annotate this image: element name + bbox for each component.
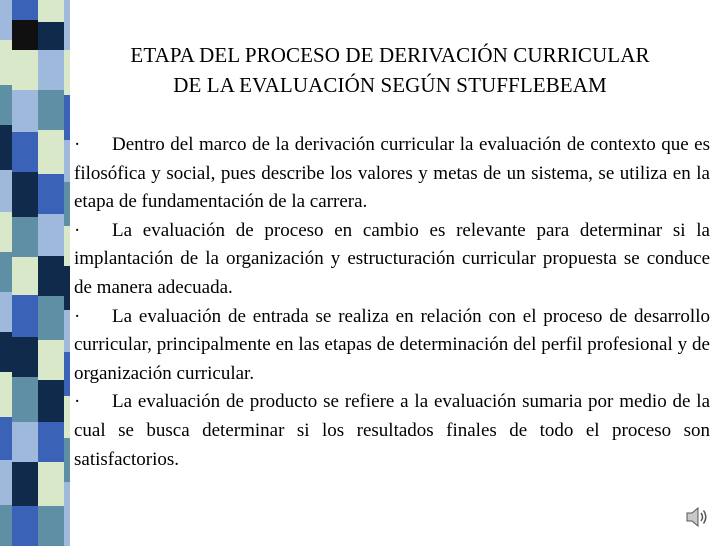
strip-tile [12,172,38,217]
strip-tile [64,438,70,482]
paragraph-text: La evaluación de entrada se realiza en relación con el proceso de desarrollo curricular, principalmente en las etapas de determinación del perfil profesional y de organización curricular. [74,305,710,384]
strip-tile [64,482,70,546]
strip-tile [38,50,64,90]
bullet-marker: · [74,391,81,413]
strip-column [12,0,38,546]
bullet-marker: · [74,305,81,327]
title-line-1: ETAPA DEL PROCESO DE DERIVACIÓN CURRICULAR [130,43,650,67]
title-line-2: DE LA EVALUACIÓN SEGÚN STUFFLEBEAM [173,73,607,97]
strip-tile [64,396,70,438]
strip-tile [0,505,12,546]
slide-title [80,40,700,100]
strip-tile [64,182,70,226]
strip-tile [12,20,38,50]
strip-tile [12,422,38,462]
strip-tile [12,50,38,90]
strip-tile [38,22,64,50]
strip-tile [0,40,12,85]
strip-tile [12,462,38,506]
strip-tile [38,214,64,256]
strip-tile [64,310,70,352]
slide-body [74,131,710,474]
strip-tile [38,380,64,422]
strip-tile [0,460,12,505]
strip-tile [38,506,64,546]
strip-tile [38,296,64,340]
paragraph-contexto [74,131,710,217]
strip-tile [12,377,38,422]
bullet-marker: · [74,219,81,241]
paragraph-entrada [74,303,710,389]
speaker-icon[interactable] [685,505,711,529]
strip-tile [64,226,70,266]
strip-column [38,0,64,546]
strip-tile [38,174,64,214]
strip-tile [12,0,38,20]
strip-tile [0,332,12,372]
strip-tile [0,252,12,292]
strip-tile [64,266,70,310]
paragraph-proceso [74,217,710,303]
strip-column [64,0,70,546]
strip-tile [0,125,12,170]
strip-column [0,0,12,546]
strip-tile [12,257,38,295]
strip-tile [12,90,38,132]
strip-tile [38,90,64,130]
paragraph-producto [74,388,710,474]
strip-tile [38,462,64,506]
strip-tile [64,95,70,140]
speaker-icon-graphic [685,505,711,529]
decorative-pattern-strip [0,0,70,546]
paragraph-text: Dentro del marco de la derivación curricular la evaluación de contexto que es filosófica y social, pues describe los valores y metas de un sistema, se utiliza en la etapa de fundamentación de la carrera. [74,134,710,213]
strip-tile [38,0,64,22]
strip-tile [64,50,70,95]
strip-tile [12,295,38,337]
strip-tile [0,212,12,252]
strip-tile [64,140,70,182]
strip-tile [38,340,64,380]
strip-tile [0,372,12,417]
strip-tile [12,132,38,172]
strip-tile [12,506,38,546]
strip-tile [0,85,12,125]
paragraph-text: La evaluación de producto se refiere a la evaluación sumaria por medio de la cual se busca determinar si los resultados finales de todo el proceso son satisfactorios. [74,391,710,470]
strip-tile [38,256,64,296]
strip-tile [64,0,70,50]
strip-tile [12,217,38,257]
strip-tile [38,130,64,174]
strip-tile [0,292,12,332]
bullet-marker: · [74,134,81,155]
strip-tile [0,0,12,40]
strip-tile [0,170,12,212]
strip-tile [12,337,38,377]
paragraph-text: La evaluación de proceso en cambio es relevante para determinar si la implantación de la organización y estructuración curricular propuesta se conduce de manera adecuada. [74,219,710,298]
strip-tile [0,417,12,460]
strip-tile [64,352,70,396]
strip-tile [38,422,64,462]
